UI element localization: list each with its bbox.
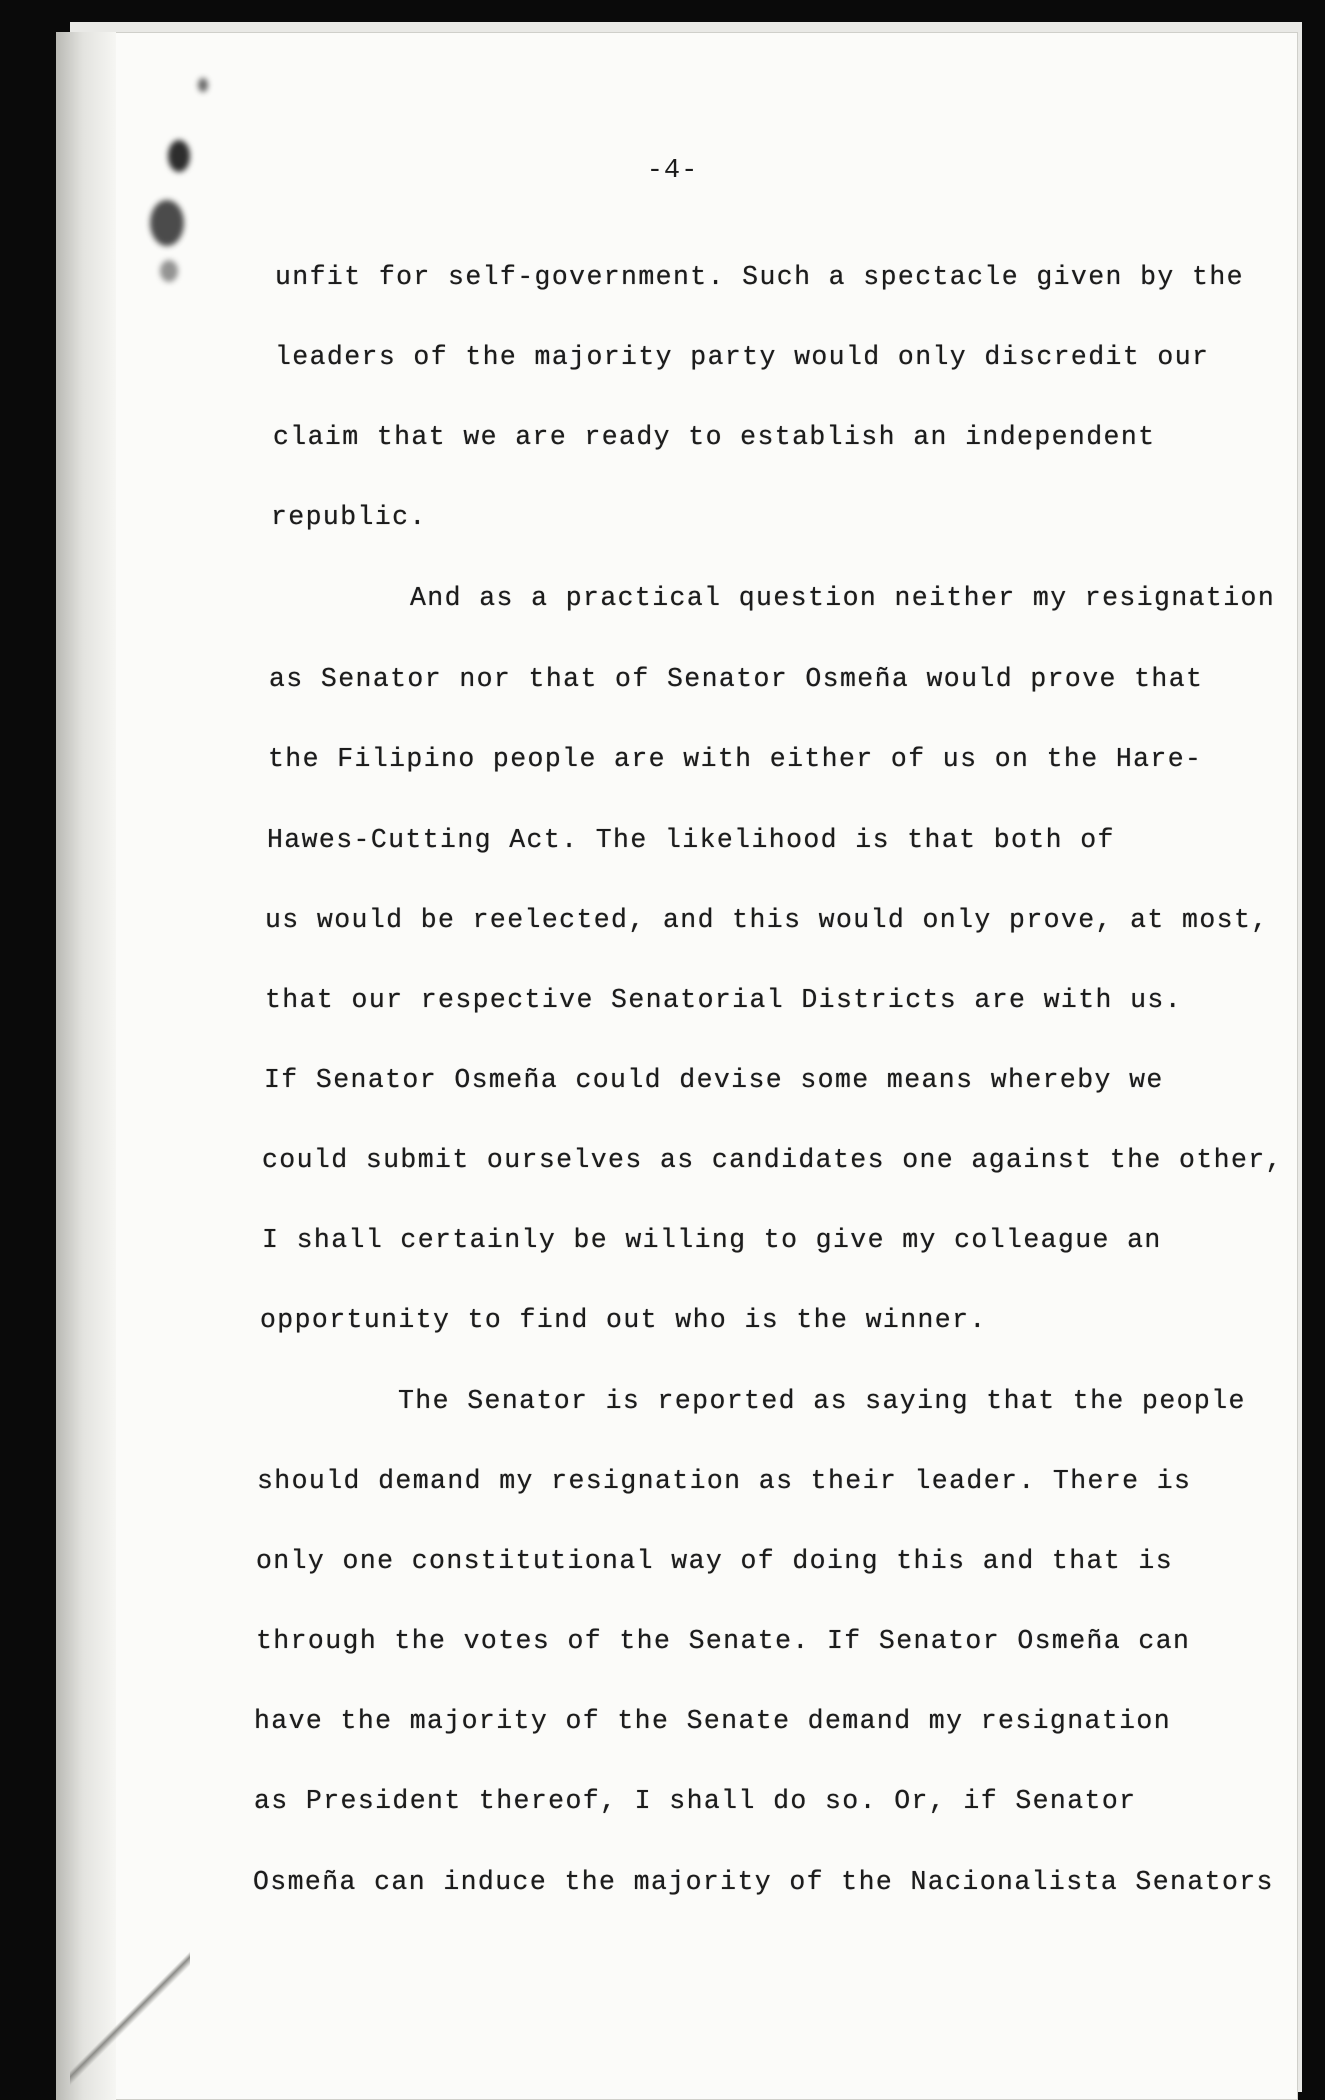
text-line: the Filipino people are with either of us on the Hare- xyxy=(268,744,1203,774)
text-line: through the votes of the Senate. If Senator Osmeña can xyxy=(256,1626,1191,1656)
text-line: unfit for self-government. Such a spectacle given by the xyxy=(275,262,1244,292)
text-line: The Senator is reported as saying that the people xyxy=(398,1386,1246,1416)
text-line: us would be reelected, and this would only prove, at most, xyxy=(265,905,1269,935)
page-number: -4- xyxy=(646,156,699,186)
text-line: If Senator Osmeña could devise some means whereby we xyxy=(264,1065,1164,1095)
text-line: have the majority of the Senate demand my resignation xyxy=(254,1706,1172,1736)
text-line: Hawes-Cutting Act. The likelihood is that both of xyxy=(267,825,1115,855)
text-line: leaders of the majority party would only discredit our xyxy=(275,342,1210,372)
folded-left-edge xyxy=(56,32,116,2100)
paper-crease xyxy=(70,1932,190,2100)
ink-stain xyxy=(150,200,184,246)
text-line: And as a practical question neither my resignation xyxy=(410,583,1276,613)
ink-stain xyxy=(160,260,178,282)
text-line: Osmeña can induce the majority of the Nacionalista Senators xyxy=(253,1867,1274,1897)
text-line: as Senator nor that of Senator Osmeña would prove that xyxy=(269,664,1204,694)
text-line: should demand my resignation as their leader. There is xyxy=(257,1466,1192,1496)
text-line: opportunity to find out who is the winner. xyxy=(260,1305,987,1335)
text-line: republic. xyxy=(271,502,427,532)
text-line: that our respective Senatorial Districts are with us. xyxy=(265,985,1183,1015)
text-line: could submit ourselves as candidates one against the other, xyxy=(262,1145,1283,1175)
text-line: claim that we are ready to establish an independent xyxy=(273,422,1156,452)
ink-stain xyxy=(198,78,208,92)
text-line: I shall certainly be willing to give my colleague an xyxy=(262,1225,1162,1255)
text-line: only one constitutional way of doing this and that is xyxy=(256,1546,1174,1576)
text-line: as President thereof, I shall do so. Or, if Senator xyxy=(254,1786,1137,1816)
